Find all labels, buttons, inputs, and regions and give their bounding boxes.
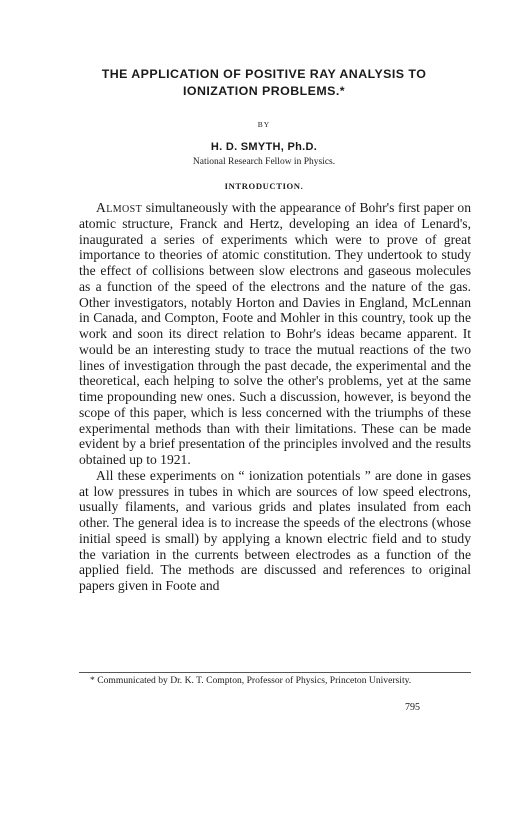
opening-word: Almost <box>96 200 143 215</box>
author-name: H. D. SMYTH, Ph.D. <box>210 141 318 153</box>
article-title-line-2: IONIZATION PROBLEMS.* <box>182 84 346 98</box>
section-heading: INTRODUCTION. <box>224 181 304 191</box>
byline-by: BY <box>257 120 271 129</box>
footnote-rule <box>79 672 471 673</box>
paragraph-ionization-potentials: All these experiments on “ ionization potentials ” are done in gases at low pressures in tubes in which are sources of low speed electrons, usually filaments, and various grids and plates insulated from each other. The general idea is to increase the speeds of the electrons (whose initial speed is small) by applying a known electric field and to study the variation in the currents between electrodes as a function of the applied field. The methods are discussed and references to original papers given in Foote and <box>79 467 471 593</box>
author-affiliation: National Research Fellow in Physics. <box>192 157 336 167</box>
article-title-line-1: THE APPLICATION OF POSITIVE RAY ANALYSIS TO <box>101 67 427 81</box>
footnote <box>79 675 471 687</box>
page-number: 795 <box>405 702 420 713</box>
article-title <box>40 66 488 100</box>
article-body <box>79 200 471 594</box>
paragraph-introduction <box>79 200 471 468</box>
footnote-text: * Communicated by Dr. K. T. Compton, Professor of Physics, Princeton University. <box>90 675 412 686</box>
paragraph-introduction-text: simultaneously with the appearance of Bohr's first paper on atomic structure, Franck and Hertz, developing an idea of Lenard's, inaugurated a series of experiments which were to prove of great importance to theories of atomic constitution. They undertook to study the effect of collisions between slow electrons and gaseous molecules as a function of the speed of the electrons and the nature of the gas. Other investigators, notably Horton and Davies in England, McLennan in Canada, and Compton, Foote and Mohler in this country, took up the work and soon its direct relation to Bohr's ideas became apparent. It would be an interesting study to trace the mutual reactions of the two lines of investigation through the past decade, the experimental and the theoretical, each helping to solve the other's problems, yet at the same time propounding new ones. Such a discussion, however, is beyond the scope of this paper, which is less concerned with the triumphs of these experimental methods than with their limitations. These can be made evident by a brief presentation of the principles involved and the results obtained up to 1921. <box>79 200 471 467</box>
